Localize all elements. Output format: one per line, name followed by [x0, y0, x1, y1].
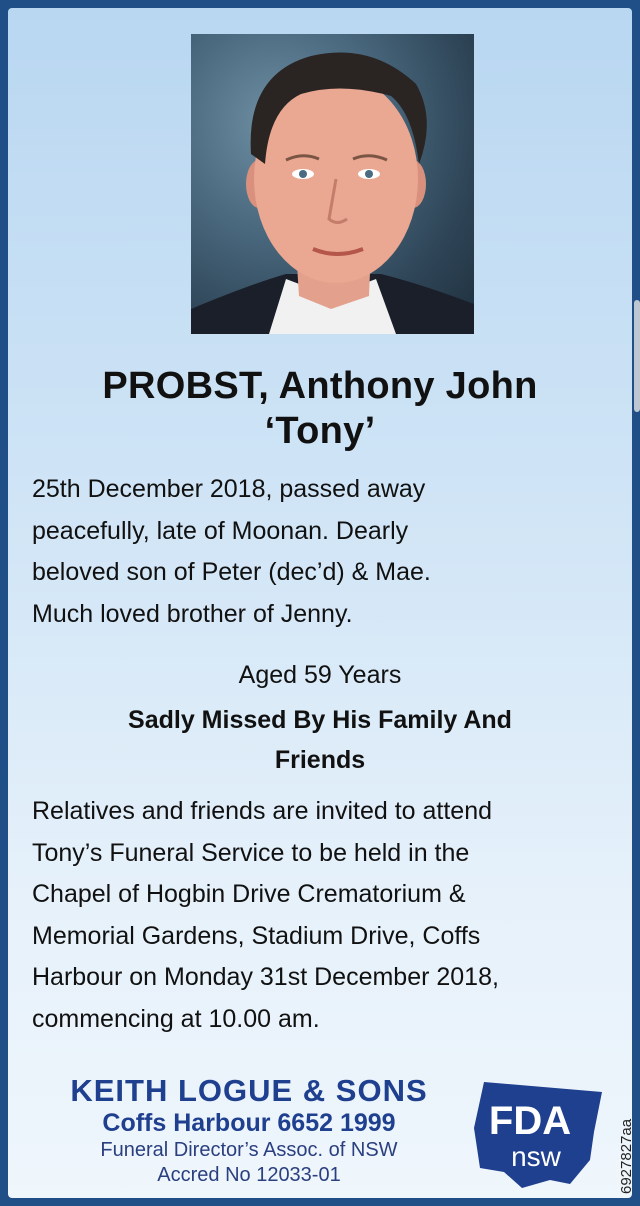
nsw-logo-text: nsw [511, 1141, 561, 1172]
intro-line: Much loved brother of Jenny. [32, 599, 353, 628]
funeral-director-block [36, 1074, 462, 1188]
service-line: Memorial Gardens, Stadium Drive, Coffs [32, 921, 481, 950]
service-line: Chapel of Hogbin Drive Crematorium & [32, 880, 466, 908]
service-paragraph [32, 791, 610, 1040]
obituary-notice [8, 8, 635, 1198]
intro-line: peacefully, late of Moonan. Dearly [32, 516, 409, 545]
intro-line: beloved son of Peter (dec’d) & Mae. [32, 558, 431, 586]
deceased-nickname: ‘Tony’ [264, 410, 376, 452]
service-line: commencing at 10.00 am. [32, 1004, 320, 1033]
fda-logo-text: FDA [488, 1099, 572, 1143]
fda-nsw-logo [470, 1080, 610, 1190]
portrait-photo [191, 34, 474, 334]
scrollbar[interactable] [634, 300, 640, 412]
service-line: Tony’s Funeral Service to be held in the [32, 838, 470, 867]
intro-line: 25th December 2018, passed away [32, 475, 426, 503]
sadly-missed-line-2: Friends [274, 746, 366, 774]
intro-paragraph [32, 469, 610, 635]
age-line: Aged 59 Years [238, 661, 402, 689]
portrait-image [191, 34, 474, 334]
accreditation-line: Accred No 12033-01 [157, 1164, 341, 1186]
deceased-name: PROBST, Anthony John [102, 365, 538, 407]
service-line: Harbour on Monday 31st December 2018, [32, 963, 499, 991]
sadly-missed-line: Sadly Missed By His Family And [128, 706, 512, 734]
funeral-director-name: KEITH LOGUE & SONS [70, 1073, 428, 1108]
reference-code: 6927827aa [618, 1118, 635, 1194]
association-line: Funeral Director’s Assoc. of NSW [100, 1139, 398, 1161]
service-line: Relatives and friends are invited to attend [32, 797, 492, 825]
funeral-director-phone: Coffs Harbour 6652 1999 [102, 1109, 396, 1137]
